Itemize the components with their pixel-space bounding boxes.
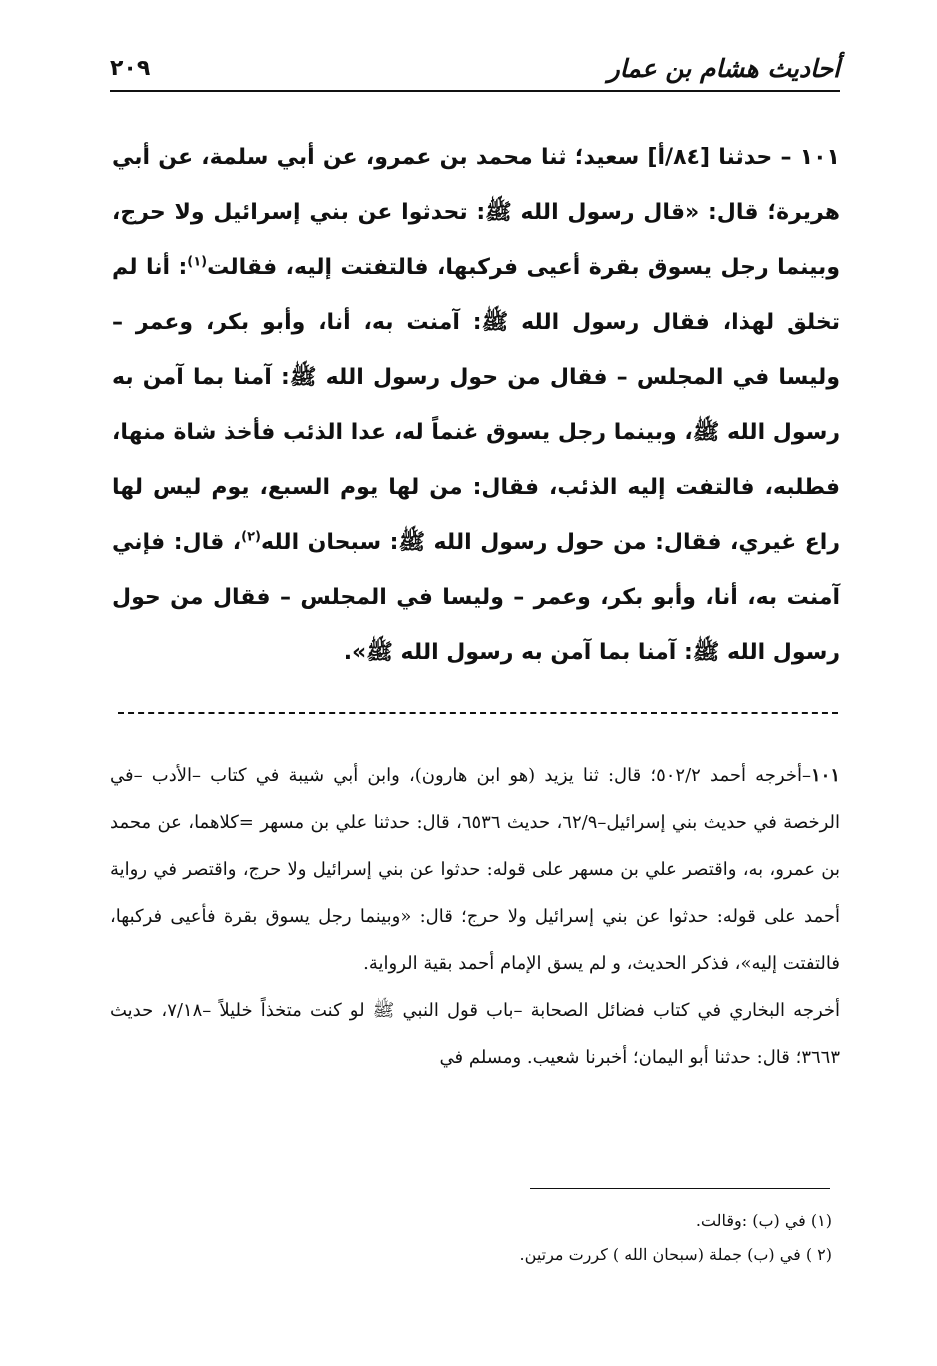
footnotes xyxy=(110,1204,832,1272)
page-number: ٢٠٩ xyxy=(110,56,151,81)
hadith-text xyxy=(112,130,840,680)
hadith-number: ١٠١ – xyxy=(780,145,840,170)
takhrij-paragraph-1 xyxy=(110,752,840,987)
section-divider xyxy=(118,712,838,714)
takhrij-paragraph-2: أخرجه البخاري في كتاب فضائل الصحابة –باب قول النبي ﷺ لو كنت متخذاً خليلاً –٧/١٨، حديث ٣٦٦٣؛ قال: حدثنا أبو اليمان؛ أخبرنا شعيب. ومسلم في xyxy=(110,1000,841,1068)
hadith-text-part2: : أنا لم تخلق لهذا، فقال رسول الله ﷺ: آمنت به، أنا، وأبو بكر، وعمر – وليسا في المجلس – فقال من حول رسول الله ﷺ: آمنا بما آمن به رسول الله ﷺ، وبينما رجل يسوق غنماً له، عدا الذئب فأخذ شاة منها، فطلبه، فالتفت إليه الذئب، فقال: من لها يوم السبع، يوم ليس لها راع غيري، فقال: من حول رسول الله ﷺ: سبحان الله xyxy=(112,255,840,555)
takhrij-number: ١٠١ xyxy=(810,765,840,786)
running-head xyxy=(110,52,840,86)
hadith-text-part1: حدثنا [٨٤/أ] سعيد؛ ثنا محمد بن عمرو، عن أبي سلمة، عن أبي هريرة؛ قال: «قال رسول الله ﷺ: تحدثوا عن بني إسرائيل ولا حرج، وبينما رجل يسوق بقرة أعيى فركبها، فالتفتت إليه، فقالت xyxy=(112,145,840,280)
footnote-rule xyxy=(530,1188,830,1189)
footnote-ref-2: (٢) xyxy=(241,529,261,545)
footnote-1: (١) في (ب) :وقالت. xyxy=(695,1211,832,1230)
takhrij-section xyxy=(110,752,840,1081)
footnote-ref-1: (١) xyxy=(187,254,208,270)
header-rule xyxy=(110,90,840,92)
book-title: أحاديث هشام بن عمار xyxy=(607,54,840,83)
hadith-text-part3: ، قال: فإني آمنت به، أنا، وأبو بكر، وعمر – وليسا في المجلس – فقال من حول رسول الله ﷺ: آمنا بما آمن به رسول الله ﷺ». xyxy=(112,530,840,665)
footnote-2: (٢ ) في (ب) جملة (سبحان الله ) كررت مرتين. xyxy=(519,1245,832,1264)
takhrij-text-1: –أخرجه أحمد ٥٠٢/٢؛ قال: ثنا يزيد (هو ابن هارون)، وابن أبي شيبة في كتاب –الأدب –في الرخصة في حديث بني إسرائيل–٦٢/٩، حديث ٦٥٣٦، قال: حدثنا علي بن مسهر =كلاهما، عن محمد بن عمرو، به، واقتصر علي بن مسهر على قوله: حدثوا عن بني إسرائيل ولا حرج، واقتصر في رواية أحمد على قوله: حدثوا عن بني إسرائيل ولا حرج؛ قال: «وبينما رجل يسوق بقرة فأعيى فركبها، فالتفتت إليه»، فذكر الحديث، و لم يسق الإمام أحمد بقية الرواية. xyxy=(110,765,840,974)
